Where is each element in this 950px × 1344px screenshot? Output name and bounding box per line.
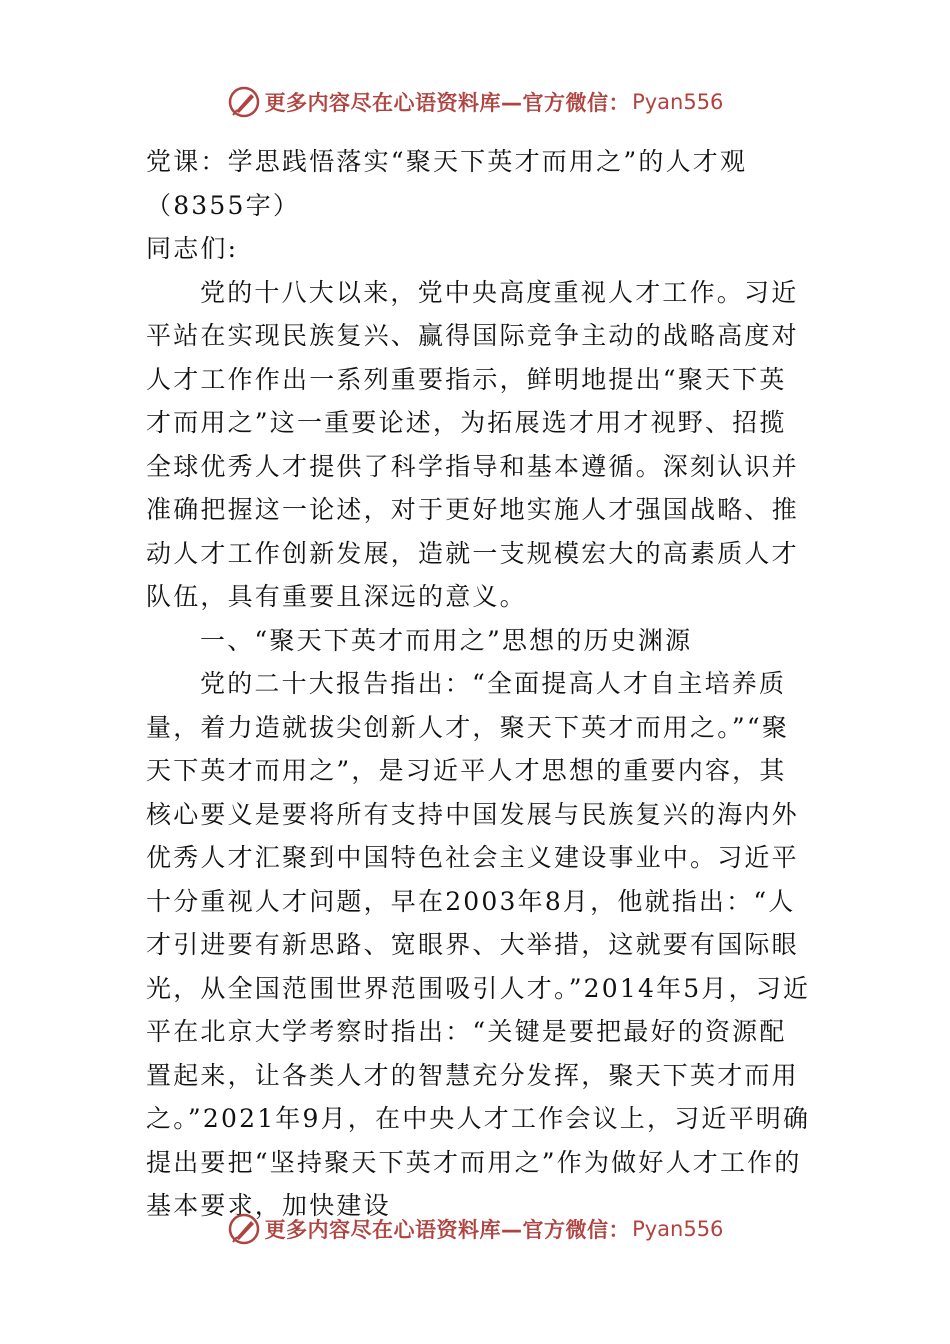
watermark-text: 更多内容尽在心语资料库—官方微信： bbox=[264, 91, 631, 115]
quill-logo-icon bbox=[227, 85, 261, 119]
watermark-handle: Pyan556 bbox=[632, 1217, 724, 1241]
document-body bbox=[146, 140, 811, 1228]
watermark-banner-top bbox=[0, 82, 950, 122]
quill-logo-icon bbox=[227, 1212, 261, 1246]
section-heading: 一、“聚天下英才而用之”思想的历史渊源 bbox=[200, 625, 693, 655]
document-title: 党课：学思践悟落实“聚天下英才而用之”的人才观（8355字） bbox=[146, 147, 748, 220]
paragraph-intro: 党的十八大以来，党中央高度重视人才工作。习近平站在实现民族复兴、赢得国际竞争主动的战略高度对人才工作作出一系列重要指示，鲜明地提出“聚天下英才而用之”这一重要论述，为拓展选才用才视野、招揽全球优秀人才提供了科学指导和基本遵循。深刻认识并准确把握这一论述，对于更好地实施人才强国战略、推动人才工作创新发展，造就一支规模宏大的高素质人才队伍，具有重要且深远的意义。 bbox=[146, 277, 799, 611]
watermark-text: 更多内容尽在心语资料库—官方微信： bbox=[264, 1218, 631, 1242]
watermark-banner-bottom bbox=[0, 1209, 950, 1249]
paragraph-history: 党的二十大报告指出：“全面提高人才自主培养质量，着力造就拔尖创新人才，聚天下英才而用之。”“聚天下英才而用之”，是习近平人才思想的重要内容，其核心要义是要将所有支持中国发展与民族复兴的海内外优秀人才汇聚到中国特色社会主义建设事业中。习近平十分重视人才问题，早在2003年8月，他就指出：“人才引进要有新思路、宽眼界、大举措，这就要有国际眼光，从全国范围世界范围吸引人才。”2014年5月，习近平在北京大学考察时指出：“关键是要把最好的资源配置起来，让各类人才的智慧充分发挥，聚天下英才而用之。”2021年9月，在中央人才工作会议上，习近平明确提出要把“坚持聚天下英才而用之”作为做好人才工作的基本要求，加快建设 bbox=[146, 669, 811, 1220]
watermark-handle: Pyan556 bbox=[632, 90, 724, 114]
greeting: 同志们: bbox=[146, 234, 239, 263]
